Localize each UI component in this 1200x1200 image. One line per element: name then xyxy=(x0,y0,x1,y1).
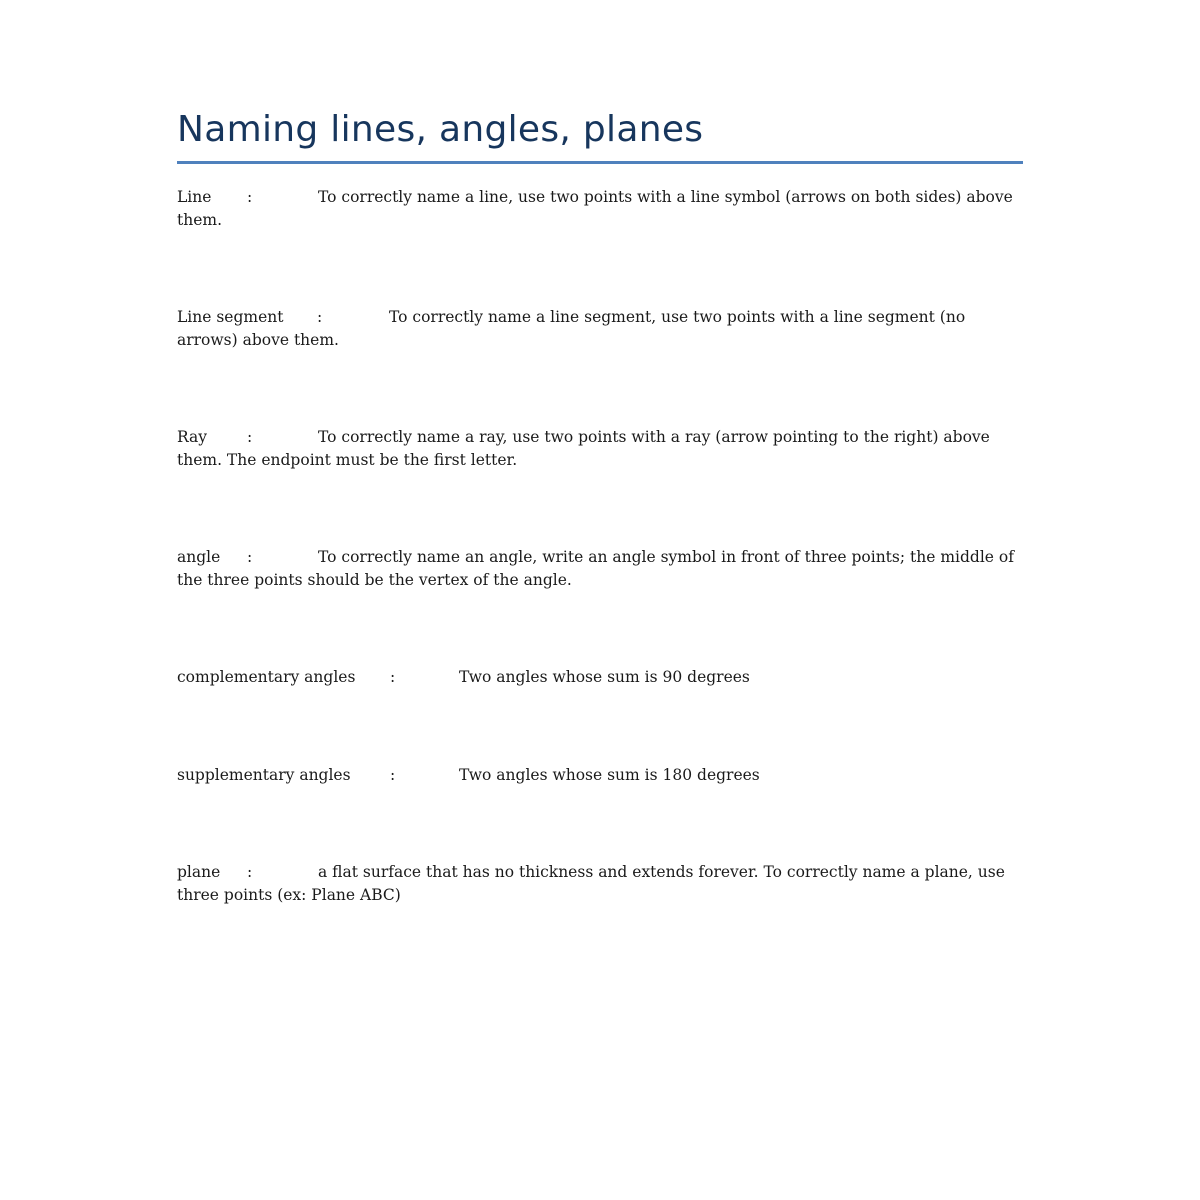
entry-separator: : xyxy=(390,766,396,784)
entry-definition: Two angles whose sum is 180 degrees xyxy=(459,766,760,784)
entry-definition: To correctly name a ray, use two points with a ray (arrow pointing to the right) above them. The endpoint must be the first letter. xyxy=(177,428,990,469)
entry-separator: : xyxy=(390,668,396,686)
entry-separator: : xyxy=(247,188,253,206)
entry-term: angle xyxy=(177,548,221,566)
entry-term: plane xyxy=(177,863,221,881)
definition-entry-ray xyxy=(177,426,1023,472)
entry-definition: To correctly name a line, use two points with a line symbol (arrows on both sides) above them. xyxy=(177,188,1013,229)
definition-entry-plane xyxy=(177,861,1023,907)
definition-entry-complementary-angles xyxy=(177,666,1023,689)
entry-definition: a flat surface that has no thickness and extends forever. To correctly name a plane, use three points (ex: Plane ABC) xyxy=(177,863,1005,904)
definition-entry-angle xyxy=(177,546,1023,592)
entry-term: Line xyxy=(177,188,212,206)
entry-term: Line segment xyxy=(177,308,284,326)
entry-separator: : xyxy=(247,548,253,566)
title-underline-divider xyxy=(177,161,1023,164)
definition-entry-supplementary-angles xyxy=(177,764,1023,787)
entry-term: supplementary angles xyxy=(177,766,351,784)
entry-separator: : xyxy=(247,428,253,446)
entry-term: Ray xyxy=(177,428,208,446)
entry-definition: Two angles whose sum is 90 degrees xyxy=(459,668,750,686)
entry-term: complementary angles xyxy=(177,668,356,686)
definition-entry-line-segment xyxy=(177,306,1023,352)
entry-separator: : xyxy=(247,863,253,881)
definition-entry-line xyxy=(177,186,1023,232)
page-title: Naming lines, angles, planes xyxy=(177,109,704,150)
entry-separator: : xyxy=(317,308,323,326)
entry-definition: To correctly name an angle, write an angle symbol in front of three points; the middle of the three points should be the vertex of the angle. xyxy=(177,548,1014,589)
entry-definition: To correctly name a line segment, use two points with a line segment (no arrows) above them. xyxy=(177,308,966,349)
